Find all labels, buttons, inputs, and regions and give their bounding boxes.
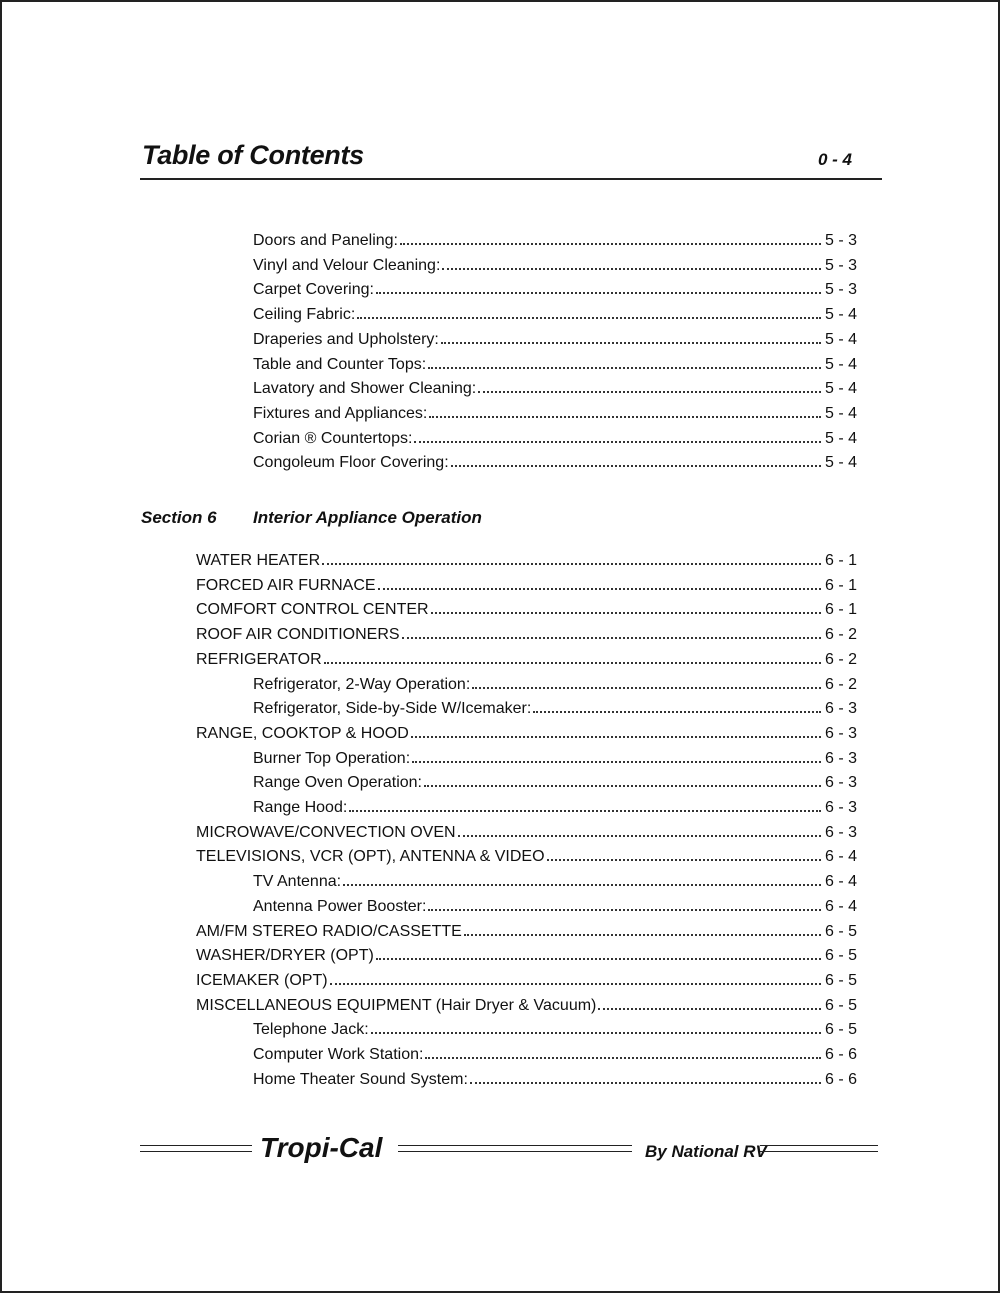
toc-entry	[253, 699, 857, 719]
dot-leader	[400, 242, 821, 245]
toc-entry	[253, 231, 857, 251]
toc-entry-label: Burner Top Operation:	[253, 749, 411, 767]
section-heading	[141, 508, 482, 528]
toc-entry-page: 6 - 3	[824, 799, 857, 816]
toc-entry-page: 6 - 5	[824, 971, 857, 989]
toc-entry-label: Draperies and Upholstery:	[253, 330, 439, 348]
toc-entry	[253, 305, 857, 325]
toc-entry-label: Refrigerator, Side-by-Side W/Icemaker:	[253, 700, 532, 718]
dot-leader	[547, 858, 821, 861]
toc-entry-page: 6 - 3	[824, 823, 857, 841]
toc-entry-page: 6 - 3	[824, 749, 857, 767]
toc-entry-page: 5 - 4	[824, 404, 857, 422]
dot-leader	[330, 982, 821, 985]
dot-leader	[412, 760, 821, 763]
page-number: 0 - 4	[817, 150, 852, 169]
toc-entry	[196, 576, 857, 596]
toc-entry-page: 6 - 6	[824, 1070, 857, 1088]
footer-rule-middle	[398, 1145, 632, 1152]
toc-entry-page: 6 - 3	[824, 774, 857, 792]
toc-entry-label: Range Oven Operation:	[253, 774, 422, 792]
toc-entry	[253, 355, 857, 375]
toc-entry	[196, 650, 857, 670]
toc-entry	[253, 1045, 857, 1065]
toc-entry-page: 6 - 4	[824, 897, 857, 915]
dot-leader	[424, 784, 821, 787]
page-title: Table of Contents	[142, 140, 364, 170]
toc-entry-label: Refrigerator, 2-Way Operation:	[253, 675, 471, 693]
page-header	[140, 140, 882, 180]
dot-leader	[402, 636, 821, 639]
dot-leader	[431, 611, 821, 614]
toc-entry-page: 6 - 1	[824, 576, 857, 594]
toc-entry-label: REFRIGERATOR	[196, 650, 322, 668]
toc-entry	[253, 897, 857, 917]
toc-entry-page: 5 - 4	[824, 429, 857, 447]
toc-entry-label: RANGE, COOKTOP & HOOD	[196, 724, 409, 742]
toc-entry-label: WATER HEATER	[196, 552, 321, 569]
toc-entry-label: TV Antenna:	[253, 873, 342, 891]
toc-entry-page: 6 - 1	[824, 552, 857, 569]
toc-entry-label: Ceiling Fabric:	[253, 306, 356, 324]
dot-leader	[472, 686, 821, 689]
toc-entry	[253, 1020, 857, 1040]
dot-leader	[376, 957, 821, 960]
toc-entry-label: Fixtures and Appliances:	[253, 404, 428, 422]
toc-entry	[253, 429, 857, 449]
dot-leader	[478, 390, 821, 393]
toc-entry-label: Carpet Covering:	[253, 281, 374, 299]
toc-entry-page: 6 - 5	[824, 947, 857, 965]
dot-leader	[322, 562, 821, 565]
dot-leader	[429, 415, 821, 418]
toc-entry	[253, 330, 857, 350]
dot-leader	[598, 1007, 821, 1010]
dot-leader	[428, 908, 821, 911]
toc-entry-page: 5 - 3	[824, 232, 857, 249]
toc-entry	[253, 675, 857, 695]
toc-entry-page: 5 - 4	[824, 454, 857, 472]
page-footer	[140, 1132, 880, 1172]
toc-entry-label: Lavatory and Shower Cleaning:	[253, 380, 477, 398]
toc-entry	[196, 551, 857, 571]
toc-entry	[253, 280, 857, 300]
section-number: Section 6	[141, 508, 217, 527]
toc-entry	[196, 922, 857, 942]
toc-entry	[253, 453, 857, 473]
toc-entry-page: 6 - 3	[824, 724, 857, 742]
dot-leader	[533, 710, 821, 713]
dot-leader	[425, 1056, 821, 1059]
toc-entry-label: Telephone Jack:	[253, 1021, 369, 1039]
toc-entry-label: Range Hood:	[253, 799, 348, 816]
toc-entry	[196, 724, 857, 744]
toc-entry-page: 5 - 4	[824, 330, 857, 348]
toc-entry	[196, 996, 857, 1016]
dot-leader	[357, 316, 821, 319]
toc-entry	[253, 749, 857, 769]
toc-entry-page: 6 - 5	[824, 996, 857, 1014]
toc-entry-label: Doors and Paneling:	[253, 232, 398, 249]
toc-entry	[196, 946, 857, 966]
toc-entry-page: 5 - 4	[824, 355, 857, 373]
toc-entry-label: MICROWAVE/CONVECTION OVEN	[196, 823, 456, 841]
dot-leader	[349, 809, 821, 812]
dot-leader	[371, 1031, 821, 1034]
toc-entry-label: AM/FM STEREO RADIO/CASSETTE	[196, 922, 462, 940]
footer-byline: By National RV	[645, 1142, 767, 1161]
toc-entry-label: TELEVISIONS, VCR (OPT), ANTENNA & VIDEO	[196, 848, 545, 866]
toc-entry-page: 5 - 3	[824, 281, 857, 299]
dot-leader	[458, 834, 821, 837]
toc-entry-page: 6 - 5	[824, 922, 857, 940]
section-title: Interior Appliance Operation	[253, 508, 482, 527]
dot-leader	[428, 366, 821, 369]
toc-entry	[196, 625, 857, 645]
dot-leader	[414, 440, 821, 443]
toc-entry-label: Corian ® Countertops:	[253, 429, 413, 447]
toc-entry-page: 5 - 4	[824, 380, 857, 398]
toc-entry-page: 6 - 1	[824, 601, 857, 619]
toc-entry	[196, 600, 857, 620]
toc-entry-page: 6 - 5	[824, 1021, 857, 1039]
toc-entry-label: ROOF AIR CONDITIONERS	[196, 626, 400, 644]
toc-entry	[253, 872, 857, 892]
footer-rule-right	[760, 1145, 878, 1152]
dot-leader	[343, 883, 821, 886]
toc-entry-label: Vinyl and Velour Cleaning:	[253, 256, 441, 274]
toc-entry-page: 6 - 2	[824, 626, 857, 644]
dot-leader	[376, 291, 821, 294]
dot-leader	[442, 267, 821, 270]
toc-entry	[196, 847, 857, 867]
toc-entry-page: 5 - 4	[824, 306, 857, 324]
toc-entry	[253, 1070, 857, 1090]
footer-brand: Tropi-Cal	[260, 1132, 383, 1163]
dot-leader	[411, 735, 821, 738]
footer-rule-left	[140, 1145, 252, 1152]
toc-entry	[196, 971, 857, 991]
toc-entry	[253, 773, 857, 793]
toc-entry-page: 6 - 4	[824, 848, 857, 866]
toc-entry	[253, 379, 857, 399]
dot-leader	[441, 341, 821, 344]
toc-entry-label: MISCELLANEOUS EQUIPMENT (Hair Dryer & Vacuum)	[196, 996, 597, 1014]
toc-entry-label: Computer Work Station:	[253, 1046, 424, 1063]
toc-entry	[196, 823, 857, 843]
toc-entry-label: WASHER/DRYER (OPT)	[196, 947, 374, 965]
dot-leader	[464, 933, 821, 936]
toc-entry-label: Table and Counter Tops:	[253, 355, 427, 373]
dot-leader	[451, 464, 821, 467]
toc-entry-page: 5 - 3	[824, 256, 857, 274]
toc-entry-page: 6 - 2	[824, 675, 857, 693]
toc-entry-label: Congoleum Floor Covering:	[253, 454, 449, 472]
toc-entry	[253, 404, 857, 424]
toc-entry-label: COMFORT CONTROL CENTER	[196, 601, 429, 619]
toc-entry-label: FORCED AIR FURNACE	[196, 576, 376, 594]
dot-leader	[378, 587, 821, 590]
dot-leader	[470, 1081, 821, 1084]
toc-entry-page: 6 - 3	[824, 700, 857, 718]
toc-entry-label: Antenna Power Booster:	[253, 897, 427, 915]
toc-entry-label: ICEMAKER (OPT)	[196, 971, 328, 989]
toc-entry	[253, 256, 857, 276]
toc-entry-label: Home Theater Sound System:	[253, 1070, 468, 1088]
toc-entry	[253, 798, 857, 818]
toc-entry-page: 6 - 4	[824, 873, 857, 891]
toc-entry-page: 6 - 6	[824, 1046, 857, 1063]
dot-leader	[324, 661, 821, 664]
toc-entry-page: 6 - 2	[824, 650, 857, 668]
